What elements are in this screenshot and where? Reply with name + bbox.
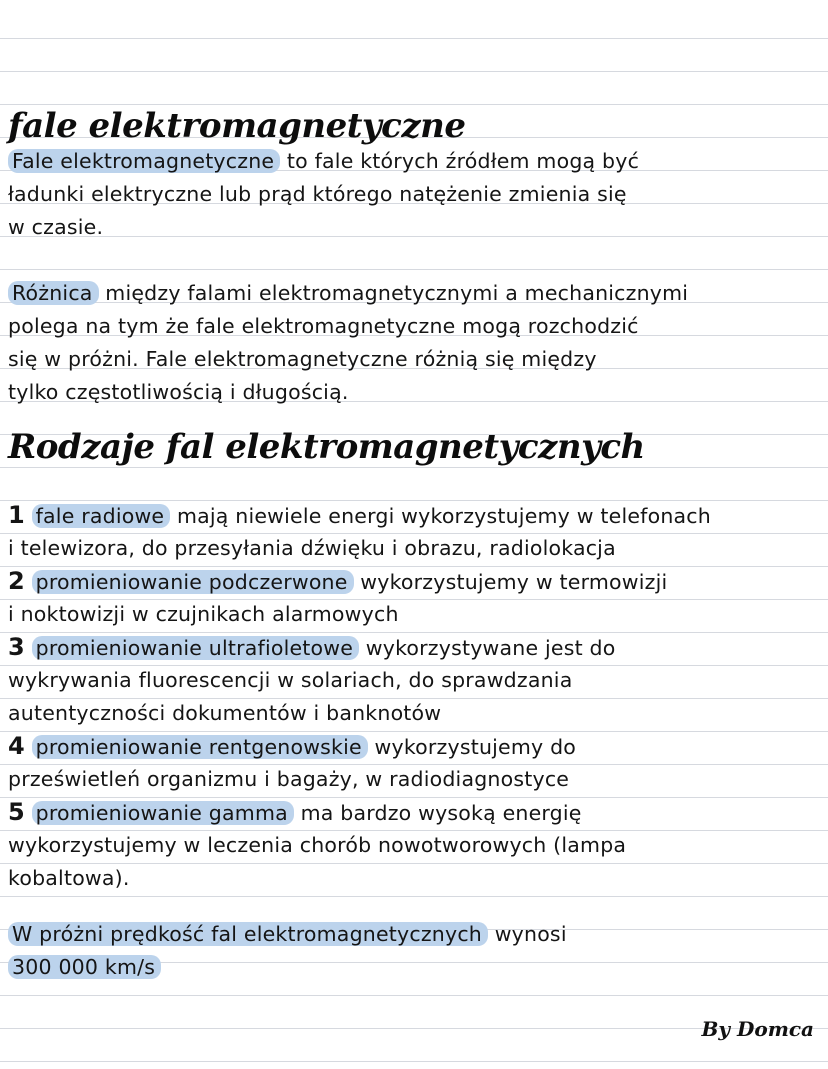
difference-line-4: tylko częstotliwością i długością.	[8, 380, 349, 404]
difference-term-highlight: Różnica	[8, 281, 99, 305]
heading-rodzaje-fal: Rodzaje fal elektromagnetycznych	[8, 427, 645, 467]
type-1-name-highlight: fale radiowe	[32, 504, 171, 528]
intro-term-highlight: Fale elektromagnetyczne	[8, 149, 280, 173]
type-3-line-3: autentyczności dokumentów i banknotów	[8, 701, 442, 725]
speed-value-highlight: 300 000 km/s	[8, 955, 161, 979]
type-2-line-1	[8, 566, 667, 597]
type-2-number: 2	[8, 567, 25, 595]
type-5-name-highlight: promieniowanie gamma	[32, 801, 294, 825]
intro-line-1	[8, 146, 639, 176]
type-4-line-1-text: wykorzystujemy do	[367, 735, 577, 759]
difference-line-2: polega na tym że fale elektromagnetyczne mogą rozchodzić	[8, 314, 639, 338]
difference-line-1	[8, 278, 688, 308]
type-3-number: 3	[8, 633, 25, 661]
type-3-line-1	[8, 632, 615, 663]
difference-line-1-text: między falami elektromagnetycznymi a mechanicznymi	[98, 281, 689, 305]
type-1-line-1-text: mają niewiele energi wykorzystujemy w telefonach	[170, 504, 711, 528]
type-5-line-1	[8, 797, 582, 828]
type-5-line-2: wykorzystujemy w leczenia chorób nowotworowych (lampa	[8, 833, 627, 857]
speed-line-2	[8, 952, 161, 982]
type-1-number: 1	[8, 501, 25, 529]
speed-term-highlight: W próżni prędkość fal elektromagnetycznych	[8, 922, 488, 946]
intro-line-3: w czasie.	[8, 215, 104, 239]
intro-line-1-text: to fale których źródłem mogą być	[280, 149, 640, 173]
signature: By Domca	[701, 1017, 814, 1041]
type-3-line-1-text: wykorzystywane jest do	[359, 636, 616, 660]
type-4-line-1	[8, 731, 576, 762]
type-3-line-2: wykrywania fluorescencji w solariach, do sprawdzania	[8, 668, 573, 692]
speed-line-1-text: wynosi	[487, 922, 567, 946]
heading-fale-elektromagnetyczne: fale elektromagnetyczne	[8, 106, 466, 146]
type-4-name-highlight: promieniowanie rentgenowskie	[32, 735, 368, 759]
intro-line-2: ładunki elektryczne lub prąd którego natężenie zmienia się	[8, 182, 627, 206]
type-1-line-1	[8, 500, 711, 531]
type-5-line-1-text: ma bardzo wysoką energię	[293, 801, 582, 825]
type-5-line-3: kobaltowa).	[8, 866, 130, 890]
type-4-number: 4	[8, 732, 25, 760]
type-5-number: 5	[8, 798, 25, 826]
speed-line-1	[8, 919, 567, 949]
type-4-line-2: prześwietleń organizmu i bagaży, w radiodiagnostyce	[8, 767, 570, 791]
type-2-name-highlight: promieniowanie podczerwone	[32, 570, 354, 594]
type-3-name-highlight: promieniowanie ultrafioletowe	[32, 636, 359, 660]
type-2-line-2: i noktowizji w czujnikach alarmowych	[8, 602, 399, 626]
difference-line-3: się w próżni. Fale elektromagnetyczne różnią się między	[8, 347, 597, 371]
type-2-line-1-text: wykorzystujemy w termowizji	[353, 570, 668, 594]
type-1-line-2: i telewizora, do przesyłania dźwięku i obrazu, radiolokacja	[8, 536, 616, 560]
